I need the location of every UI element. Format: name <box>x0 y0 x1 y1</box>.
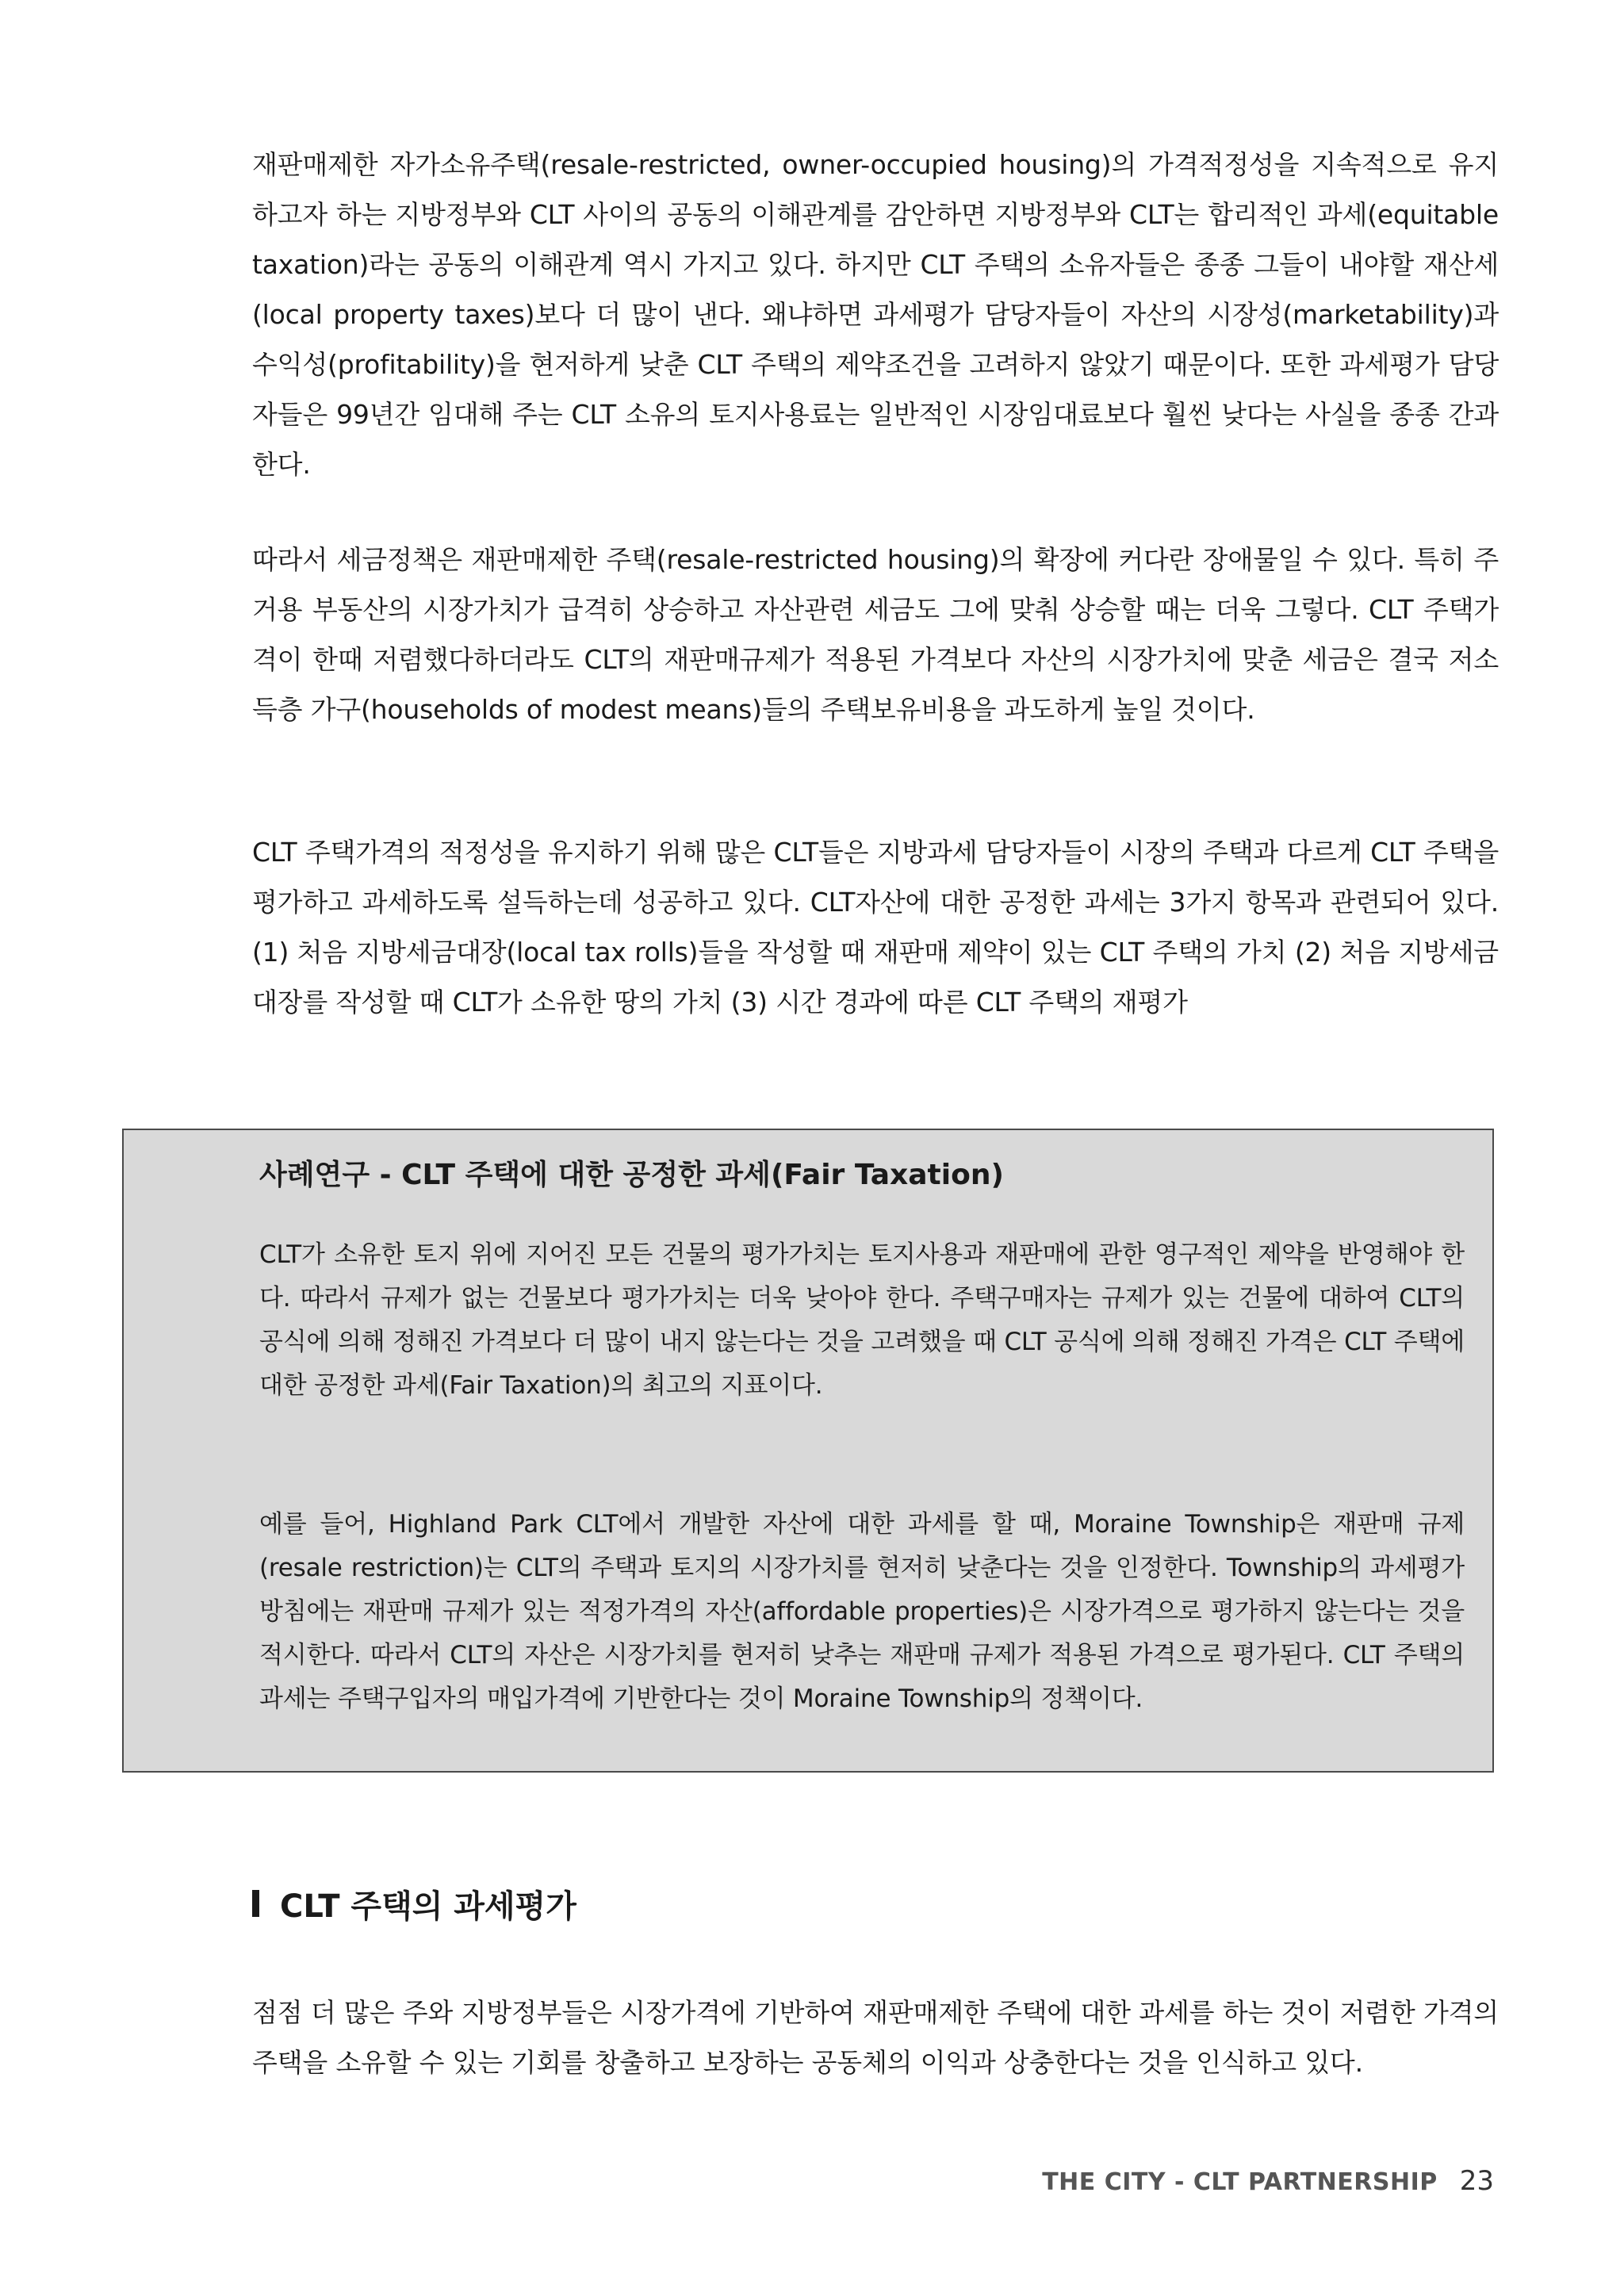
case-study-box <box>122 1129 1494 1773</box>
body-paragraph-3: CLT 주택가격의 적정성을 유지하기 위해 많은 CLT들은 지방과세 담당자들이 시장의 주택과 다르게 CLT 주택을 평가하고 과세하도록 설득하는데 성공하고 있다. CLT자산에 대한 공정한 과세는 3가지 항목과 관련되어 있다. (1) 처음 지방세금대장(local tax rolls)들을 작성할 때 재판매 제약이 있는 CLT 주택의 가치 (2) 처음 지방세금대장를 작성할 때 CLT가 소유한 땅의 가치 (3) 시간 경과에 따른 CLT 주택의 재평가 <box>252 837 1499 1018</box>
section-marker-bar <box>252 1890 259 1917</box>
section-title: CLT 주택의 과세평가 <box>280 1888 576 1925</box>
body-paragraph-2: 따라서 세금정책은 재판매제한 주택(resale-restricted housing)의 확장에 커다란 장애물일 수 있다. 특히 주거용 부동산의 시장가치가 급격히 상승하고 자산관련 세금도 그에 맞춰 상승할 때는 더욱 그렇다. CLT 주택가격이 한때 저렴했다하더라도 CLT의 재판매규제가 적용된 가격보다 자산의 시장가치에 맞춘 세금은 결국 저소득층 가구(households of modest means)들의 주택보유비용을 과도하게 높일 것이다. <box>252 544 1499 725</box>
body-paragraph-1: 재판매제한 자가소유주택(resale-restricted, owner-occupied housing)의 가격적정성을 지속적으로 유지하고자 하는 지방정부와 CLT 사이의 공동의 이해관계를 감안하면 지방정부와 CLT는 합리적인 과세(equitable taxation)라는 공동의 이해관계 역시 가지고 있다. 하지만 CLT 주택의 소유자들은 종종 그들이 내야할 재산세(local property taxes)보다 더 많이 낸다. 왜냐하면 과세평가 담당자들이 자산의 시장성(marketability)과 수익성(profitability)을 현저하게 낮춘 CLT 주택의 제약조건을 고려하지 않았기 때문이다. 또한 과세평가 담당자들은 99년간 임대해 주는 CLT 소유의 토지사용료는 일반적인 시장임대료보다 훨씬 낮다는 사실을 종종 간과한다. <box>252 149 1499 480</box>
page-number: 23 <box>1459 2165 1494 2197</box>
case-study-paragraph-2: 예를 들어, Highland Park CLT에서 개발한 자산에 대한 과세를 할 때, Moraine Township은 재판매 규제(resale restriction)는 CLT의 주택과 토지의 시장가치를 현저히 낮춘다는 것을 인정한다. Township의 과세평가 방침에는 재판매 규제가 있는 적정가격의 자산(affordable properties)은 시장가격으로 평가하지 않는다는 것을 적시한다. 따라서 CLT의 자산은 시장가치를 현저히 낮추는 재판매 규제가 적용된 가격으로 평가된다. CLT 주택의 과세는 주택구입자의 매입가격에 기반한다는 것이 Moraine Township의 정책이다. <box>259 1510 1465 1713</box>
section-heading <box>252 1880 576 1927</box>
case-study-title: 사례연구 - CLT 주택에 대한 공정한 과세(Fair Taxation) <box>259 1159 1004 1191</box>
page-footer <box>1042 2165 1494 2197</box>
footer-publication-title: THE CITY - CLT PARTNERSHIP <box>1042 2168 1438 2196</box>
case-study-paragraph-1: CLT가 소유한 토지 위에 지어진 모든 건물의 평가가치는 토지사용과 재판매에 관한 영구적인 제약을 반영해야 한다. 따라서 규제가 없는 건물보다 평가가치는 더욱 낮아야 한다. 주택구매자는 규제가 있는 건물에 대하여 CLT의 공식에 의해 정해진 가격보다 더 많이 내지 않는다는 것을 고려했을 때 CLT 공식에 의해 정해진 가격은 CLT 주택에 대한 공정한 과세(Fair Taxation)의 최고의 지표이다. <box>259 1240 1465 1400</box>
section-paragraph-1: 점점 더 많은 주와 지방정부들은 시장가격에 기반하여 재판매제한 주택에 대한 과세를 하는 것이 저렴한 가격의 주택을 소유할 수 있는 기회를 창출하고 보장하는 공동체의 이익과 상충한다는 것을 인식하고 있다. <box>252 1997 1499 2078</box>
